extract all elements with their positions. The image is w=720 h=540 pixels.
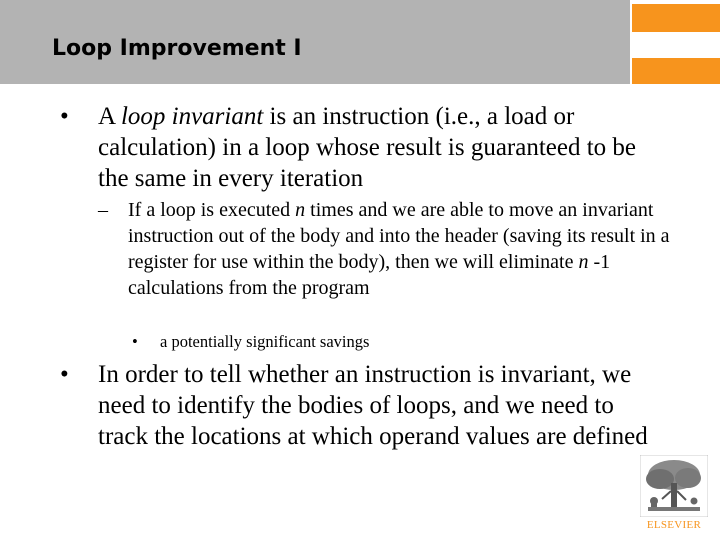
slide-title: Loop Improvement I — [52, 36, 302, 61]
sub-bullet-1 — [98, 197, 673, 301]
bullet-1-text: A loop invariant is an instruction (i.e., a load or calculation) in a loop whose result is guaranteed to be the same in every iteration — [98, 103, 637, 192]
bullet-1 — [60, 101, 660, 194]
bullet-2 — [60, 359, 660, 452]
elsevier-logo — [640, 455, 708, 533]
elsevier-tree-icon — [640, 455, 708, 517]
logo-wordmark: ELSEVIER — [646, 519, 702, 531]
accent-block-top — [632, 4, 720, 32]
sub-sub-bullet-1 — [132, 332, 532, 352]
dash-marker: – — [98, 199, 108, 221]
sub-sub-bullet-1-text: a potentially significant savings — [160, 332, 370, 351]
accent-block-side — [632, 58, 720, 84]
bullet-marker: • — [60, 103, 69, 130]
bullet-2-text: In order to tell whether an instruction is invariant, we need to identify the bodies of loops, and we need to track the locations at which operand values are defined — [98, 361, 648, 450]
term-loop-invariant: loop invariant — [120, 103, 264, 130]
bullet-marker: • — [60, 361, 69, 388]
bullet-marker: • — [132, 332, 138, 351]
sub-bullet-1-text: If a loop is executed n times and we are able to move an invariant instruction out of the body and into the header (saving its result in a register for use within the body), then we will eliminate n -1 calculations from the program — [128, 199, 670, 299]
